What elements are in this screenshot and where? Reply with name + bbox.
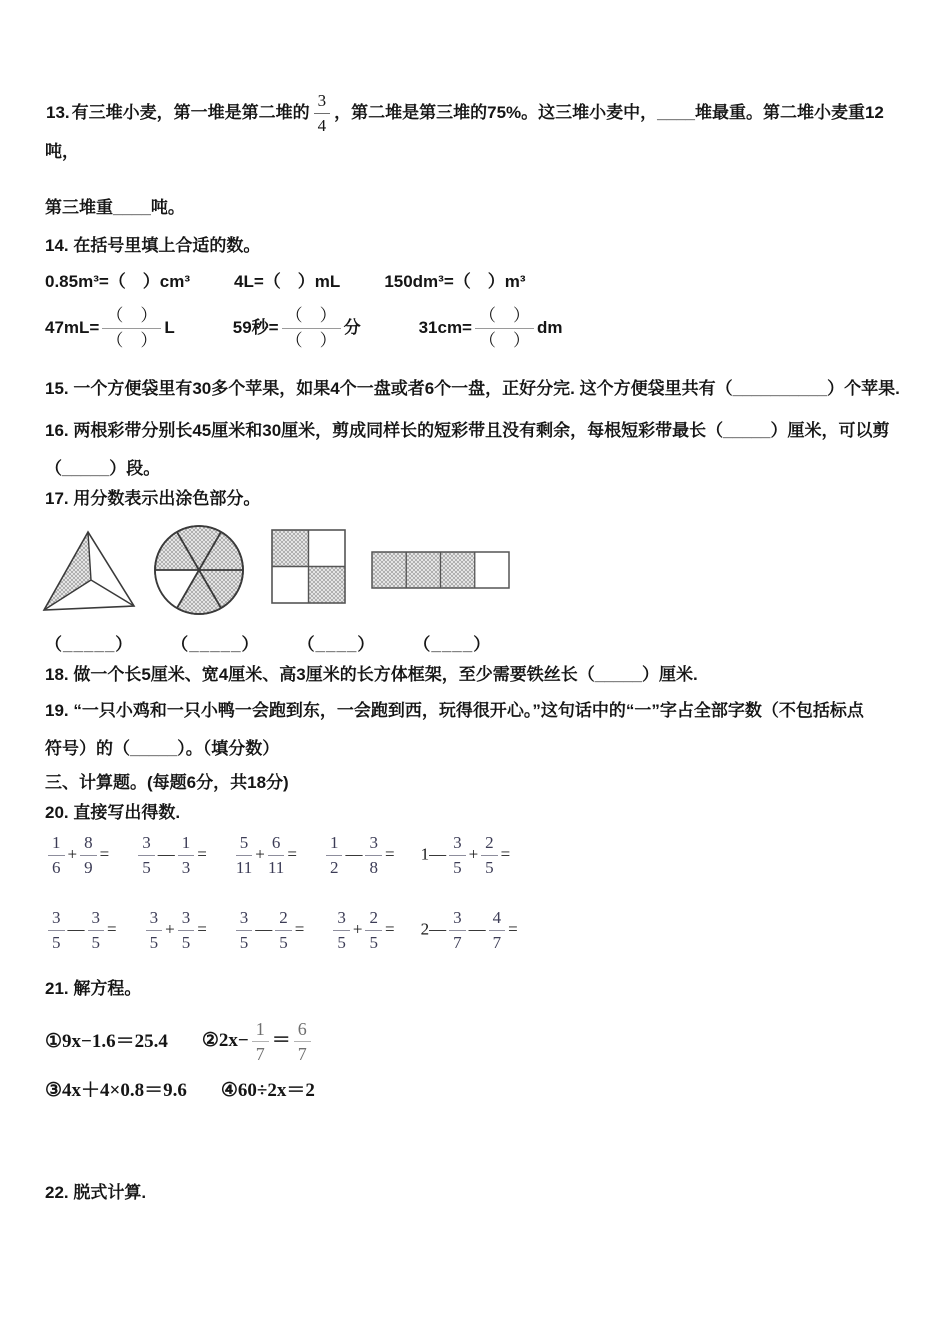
fraction xyxy=(178,907,195,954)
numerator: 3 xyxy=(449,907,466,931)
text: — xyxy=(157,844,175,864)
fraction xyxy=(146,907,163,954)
denominator: 6 xyxy=(52,858,61,877)
text: — xyxy=(468,919,486,939)
denominator: （ ） xyxy=(479,331,530,350)
denominator: 5 xyxy=(485,858,494,877)
denominator: 2 xyxy=(329,858,339,877)
text: — xyxy=(345,844,363,864)
question-19-line1: 19. “一只小鸡和一只小鸭一会跑到东，一会跑到西，玩得很开心。”这句话中的“一”字占全部字数（不包括标点 xyxy=(45,701,864,720)
expression xyxy=(421,832,511,879)
expression xyxy=(45,907,117,954)
text: = xyxy=(197,919,207,939)
fraction xyxy=(88,907,105,954)
answer-blank: （____） xyxy=(413,635,492,654)
question-20-row1 xyxy=(0,832,950,879)
denominator: 5 xyxy=(149,933,159,952)
numerator: 8 xyxy=(80,832,97,856)
expression xyxy=(202,1018,314,1065)
numerator: 3 xyxy=(333,907,350,931)
unit-conversion: 0.85m³=（ ）cm³ xyxy=(45,272,191,291)
text: = xyxy=(384,844,395,864)
text: ，第二堆是第三堆的75%。这三堆小麦中，____堆最重。第二堆小麦重12吨， xyxy=(45,102,884,161)
text: ③4x＋4×0.8＝9.6 xyxy=(45,1079,187,1101)
text: 13. xyxy=(46,102,70,122)
text: = xyxy=(99,844,110,864)
expression xyxy=(45,1074,187,1108)
text: L xyxy=(164,317,175,337)
question-19-line2: 符号）的（_____）。（填分数） xyxy=(45,739,280,758)
numerator: 3 xyxy=(146,907,163,931)
shape-circle xyxy=(155,526,243,614)
shape-square xyxy=(272,530,345,603)
fraction-conversion xyxy=(233,305,361,352)
fraction xyxy=(236,907,253,954)
question-16-line1: 16. 两根彩带分别长45厘米和30厘米，剪成同样长的短彩带且没有剩余，每根短彩带最长（_____）厘米，可以剪 xyxy=(45,421,890,440)
answer-blank: （_____） xyxy=(45,635,134,654)
fraction xyxy=(475,305,534,352)
numerator: （ ） xyxy=(102,305,161,329)
numerator: 3 xyxy=(48,907,65,931)
denominator: （ ） xyxy=(106,331,158,350)
text: = xyxy=(500,844,511,864)
expression xyxy=(323,832,395,879)
numerator: 3 xyxy=(449,832,466,856)
denominator: 7 xyxy=(453,933,462,952)
question-17-shapes xyxy=(0,520,950,624)
text: + xyxy=(468,844,479,864)
question-20-row2 xyxy=(0,907,950,954)
question-14-conversions-row2 xyxy=(0,305,950,352)
denominator: 8 xyxy=(369,858,378,877)
section-3-header: 三、计算题。(每题6分，共18分) xyxy=(45,773,289,792)
shape-triangle xyxy=(44,532,134,610)
fraction xyxy=(178,832,195,879)
text: ＝ xyxy=(271,1029,291,1051)
text: ④60÷2x＝2 xyxy=(220,1079,315,1101)
text: 47mL= xyxy=(45,317,100,337)
denominator: 4 xyxy=(317,116,327,135)
numerator: 3 xyxy=(88,907,105,931)
question-16-line2: （_____）段。 xyxy=(45,459,161,478)
numerator: 1 xyxy=(326,832,343,856)
question-15: 15. 一个方便袋里有30多个苹果，如果4个一盘或者6个一盘，正好分完. 这个方便袋里共有（__________）个苹果. xyxy=(45,379,900,398)
text: 2— xyxy=(420,919,447,939)
fraction xyxy=(252,1018,269,1065)
denominator: 5 xyxy=(52,933,61,952)
text: = xyxy=(107,919,117,939)
fraction xyxy=(314,90,331,137)
fraction xyxy=(268,832,285,879)
question-17-answer-blanks xyxy=(0,630,950,660)
question-21-row1 xyxy=(0,1018,950,1065)
question-14-title: 14. 在括号里填上合适的数。 xyxy=(45,236,261,255)
text: = xyxy=(508,919,518,939)
question-21-title: 21. 解方程。 xyxy=(45,979,142,998)
numerator: 6 xyxy=(268,832,285,856)
denominator: 5 xyxy=(279,933,288,952)
text: = xyxy=(287,844,297,864)
denominator: 7 xyxy=(255,1044,265,1064)
text: + xyxy=(255,844,265,864)
fraction xyxy=(48,907,65,954)
text: + xyxy=(165,919,175,939)
text: 59秒= xyxy=(232,317,279,337)
unit-conversion: 150dm³=（ ）m³ xyxy=(384,272,526,291)
fraction xyxy=(326,832,343,879)
text: — xyxy=(67,919,85,939)
denominator: 5 xyxy=(239,933,249,952)
fraction xyxy=(365,832,382,879)
expression xyxy=(233,832,297,879)
question-13-line1 xyxy=(0,90,950,167)
expression xyxy=(421,907,518,954)
denominator: 9 xyxy=(84,858,93,877)
denominator: 3 xyxy=(181,858,191,877)
fraction xyxy=(138,832,155,879)
text: + xyxy=(352,919,363,939)
fraction xyxy=(80,832,97,879)
fraction xyxy=(275,907,292,954)
question-22-title: 22. 脱式计算. xyxy=(45,1182,147,1202)
text: = xyxy=(197,844,207,864)
numerator: 4 xyxy=(489,907,506,931)
numerator: 1 xyxy=(252,1018,269,1042)
text: = xyxy=(384,919,395,939)
question-17-title: 17. 用分数表示出涂色部分。 xyxy=(45,489,261,508)
numerator: 3 xyxy=(314,90,331,114)
expression xyxy=(221,1074,315,1108)
denominator: 11 xyxy=(267,858,285,877)
numerator: （ ） xyxy=(475,305,534,329)
numerator: 3 xyxy=(365,832,382,856)
numerator: 6 xyxy=(294,1018,311,1042)
question-20-title: 20. 直接写出得数. xyxy=(45,803,181,822)
text: dm xyxy=(537,317,563,337)
fraction xyxy=(489,907,506,954)
question-21-row2 xyxy=(0,1073,950,1108)
text: 分 xyxy=(343,317,361,337)
denominator: 11 xyxy=(235,858,253,877)
text: 有三堆小麦，第一堆是第二堆的 xyxy=(71,102,310,122)
numerator: 1 xyxy=(178,832,195,856)
expression xyxy=(143,907,207,954)
unit-conversion: 4L=（ ）mL xyxy=(234,272,341,291)
denominator: 5 xyxy=(453,858,462,877)
question-18: 18. 做一个长5厘米、宽4厘米、高3厘米的长方体框架，至少需要铁丝长（_____）厘米. xyxy=(45,665,698,684)
denominator: 5 xyxy=(142,858,151,877)
text: 1— xyxy=(420,844,447,864)
denominator: 5 xyxy=(337,933,346,952)
fraction-conversion xyxy=(45,305,175,352)
fraction xyxy=(333,907,350,954)
fraction xyxy=(481,832,498,879)
denominator: 7 xyxy=(297,1044,307,1064)
numerator: 3 xyxy=(178,907,195,931)
fraction-conversion xyxy=(419,305,563,352)
expression xyxy=(233,907,305,954)
numerator: 2 xyxy=(365,907,382,931)
expression xyxy=(135,832,207,879)
numerator: 5 xyxy=(236,832,253,856)
text: ①9x−1.6＝25.4 xyxy=(45,1030,168,1052)
numerator: 2 xyxy=(275,907,292,931)
fraction xyxy=(282,305,341,352)
numerator: 2 xyxy=(481,832,498,856)
text: — xyxy=(255,919,273,939)
expression xyxy=(45,1025,168,1059)
denominator: 5 xyxy=(91,933,100,952)
expression xyxy=(45,832,109,879)
fraction xyxy=(449,832,466,879)
fraction xyxy=(365,907,382,954)
numerator: 3 xyxy=(138,832,155,856)
denominator: 7 xyxy=(492,933,502,952)
text: ②2x− xyxy=(201,1029,249,1051)
shape-strip xyxy=(372,552,509,588)
fraction xyxy=(236,832,253,879)
answer-blank: （____） xyxy=(297,635,376,654)
numerator: 3 xyxy=(236,907,253,931)
expression xyxy=(330,907,394,954)
denominator: 5 xyxy=(181,933,191,952)
numerator: （ ） xyxy=(282,305,341,329)
numerator: 1 xyxy=(48,832,65,856)
fraction xyxy=(48,832,65,879)
text: = xyxy=(294,919,305,939)
question-14-conversions-row1 xyxy=(0,267,950,297)
fraction xyxy=(294,1018,311,1065)
denominator: 5 xyxy=(369,933,378,952)
question-13-line2: 第三堆重____吨。 xyxy=(45,198,185,217)
text: 31cm= xyxy=(418,317,472,337)
text: + xyxy=(67,844,78,864)
answer-blank: （_____） xyxy=(171,635,260,654)
fraction xyxy=(449,907,466,954)
denominator: （ ） xyxy=(285,331,337,350)
fraction xyxy=(102,305,161,352)
